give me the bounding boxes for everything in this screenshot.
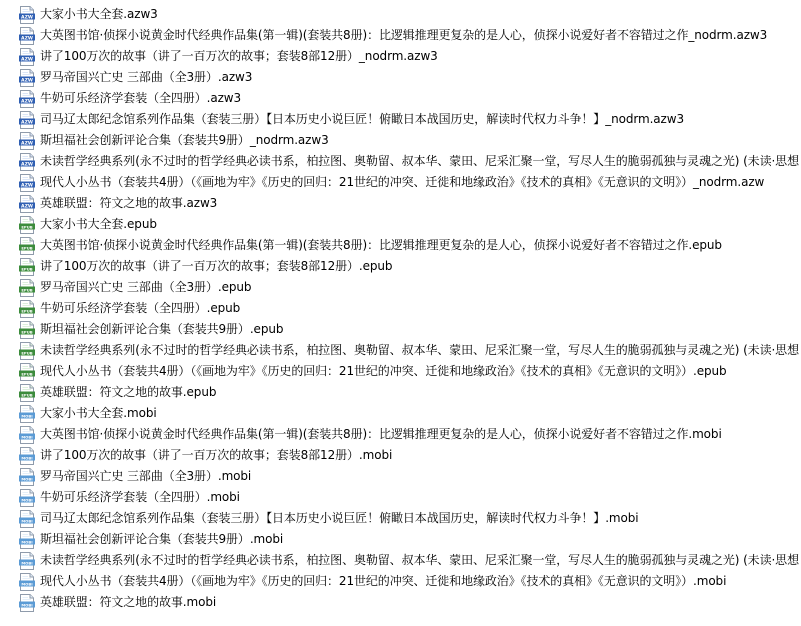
svg-text:MOBI: MOBI xyxy=(21,602,33,608)
file-name: 大英图书馆·侦探小说黄金时代经典作品集(第一辑)(套装共8册)：比逻辑推理更复杂的是人心，侦探小说爱好者不容错过之作_nodrm.azw3 xyxy=(40,28,768,42)
azw3-file-icon xyxy=(19,48,35,66)
svg-text:AZW: AZW xyxy=(21,78,33,84)
file-list-item[interactable] xyxy=(0,151,801,172)
svg-text:AZW: AZW xyxy=(21,162,33,168)
mobi-file-icon xyxy=(19,468,35,486)
file-name: 现代人小丛书（套装共4册）（《画地为牢》《历史的回归：21世纪的冲突、迁徙和地缘政治》《技术的真相》《无意识的文明》）_nodrm.azw xyxy=(40,175,765,189)
file-name: 牛奶可乐经济学套装（全四册）.azw3 xyxy=(40,91,242,105)
svg-text:EPUB: EPUB xyxy=(21,350,33,356)
file-name: 司马辽太郎纪念馆系列作品集（套装三册）【日本历史小说巨匠！俯瞰日本战国历史，解读时代权力斗争！】_nodrm.azw3 xyxy=(40,112,684,126)
file-name: 讲了100万次的故事（讲了一百万次的故事；套装8部12册）_nodrm.azw3 xyxy=(40,49,438,63)
file-list-item[interactable] xyxy=(0,193,801,214)
azw3-file-icon xyxy=(19,90,35,108)
azw3-file-icon xyxy=(19,195,35,213)
file-list-item[interactable] xyxy=(0,4,801,25)
epub-file-icon xyxy=(19,237,35,255)
file-list-item[interactable] xyxy=(0,466,801,487)
svg-text:MOBI: MOBI xyxy=(21,413,33,419)
file-list-item[interactable] xyxy=(0,319,801,340)
file-name: 大家小书大全套.azw3 xyxy=(40,7,158,21)
file-name: 大家小书大全套.mobi xyxy=(40,406,157,420)
file-name: 现代人小丛书（套装共4册）（《画地为牢》《历史的回归：21世纪的冲突、迁徙和地缘政治》《技术的真相》《无意识的文明》）.epub xyxy=(40,364,727,378)
file-list-item[interactable] xyxy=(0,67,801,88)
file-list-item[interactable] xyxy=(0,214,801,235)
file-name: 牛奶可乐经济学套装（全四册）.mobi xyxy=(40,490,240,504)
file-name: 斯坦福社会创新评论合集（套装共9册）_nodrm.azw3 xyxy=(40,133,329,147)
svg-text:EPUB: EPUB xyxy=(21,329,33,335)
svg-text:EPUB: EPUB xyxy=(21,245,33,251)
svg-text:EPUB: EPUB xyxy=(21,392,33,398)
svg-text:AZW: AZW xyxy=(21,36,33,42)
file-name: 罗马帝国兴亡史 三部曲（全3册）.azw3 xyxy=(40,70,253,84)
file-list-item[interactable] xyxy=(0,172,801,193)
mobi-file-icon xyxy=(19,510,35,528)
file-name: 未读哲学经典系列(永不过时的哲学经典必读书系，柏拉图、奥勒留、叔本华、蒙田、尼采汇聚一堂，写尽人生的脆弱孤独与灵魂之光) (未读·思想 xyxy=(40,343,799,357)
svg-text:EPUB: EPUB xyxy=(21,287,33,293)
file-list-item[interactable] xyxy=(0,445,801,466)
file-list-item[interactable] xyxy=(0,508,801,529)
file-name: 英雄联盟：符文之地的故事.mobi xyxy=(40,595,217,609)
azw3-file-icon xyxy=(19,132,35,150)
svg-text:AZW: AZW xyxy=(21,204,33,210)
epub-file-icon xyxy=(19,384,35,402)
mobi-file-icon xyxy=(19,426,35,444)
svg-text:MOBI: MOBI xyxy=(21,539,33,545)
file-name: 罗马帝国兴亡史 三部曲（全3册）.mobi xyxy=(40,469,252,483)
file-name: 未读哲学经典系列(永不过时的哲学经典必读书系，柏拉图、奥勒留、叔本华、蒙田、尼采汇聚一堂，写尽人生的脆弱孤独与灵魂之光) (未读·思想 xyxy=(40,154,799,168)
mobi-file-icon xyxy=(19,531,35,549)
file-list-item[interactable] xyxy=(0,424,801,445)
svg-text:AZW: AZW xyxy=(21,141,33,147)
azw3-file-icon xyxy=(19,6,35,24)
svg-text:AZW: AZW xyxy=(21,99,33,105)
file-list-item[interactable] xyxy=(0,109,801,130)
svg-text:AZW: AZW xyxy=(21,120,33,126)
svg-text:EPUB: EPUB xyxy=(21,224,33,230)
file-list-item[interactable] xyxy=(0,403,801,424)
mobi-file-icon xyxy=(19,594,35,612)
azw3-file-icon xyxy=(19,174,35,192)
epub-file-icon xyxy=(19,363,35,381)
file-name: 司马辽太郎纪念馆系列作品集（套装三册）【日本历史小说巨匠！俯瞰日本战国历史，解读时代权力斗争！】.mobi xyxy=(40,511,639,525)
svg-text:MOBI: MOBI xyxy=(21,560,33,566)
file-name: 斯坦福社会创新评论合集（套装共9册）.epub xyxy=(40,322,284,336)
mobi-file-icon xyxy=(19,573,35,591)
epub-file-icon xyxy=(19,279,35,297)
file-name: 未读哲学经典系列(永不过时的哲学经典必读书系，柏拉图、奥勒留、叔本华、蒙田、尼采汇聚一堂，写尽人生的脆弱孤独与灵魂之光) (未读·思想 xyxy=(40,553,799,567)
svg-text:AZW: AZW xyxy=(21,57,33,63)
file-list-item[interactable] xyxy=(0,25,801,46)
svg-text:MOBI: MOBI xyxy=(21,581,33,587)
file-name: 罗马帝国兴亡史 三部曲（全3册）.epub xyxy=(40,280,252,294)
mobi-file-icon xyxy=(19,552,35,570)
file-name: 大英图书馆·侦探小说黄金时代经典作品集(第一辑)(套装共8册)：比逻辑推理更复杂的是人心，侦探小说爱好者不容错过之作.mobi xyxy=(40,427,722,441)
azw3-file-icon xyxy=(19,27,35,45)
svg-text:EPUB: EPUB xyxy=(21,371,33,377)
file-name: 大英图书馆·侦探小说黄金时代经典作品集(第一辑)(套装共8册)：比逻辑推理更复杂的是人心，侦探小说爱好者不容错过之作.epub xyxy=(40,238,722,252)
mobi-file-icon xyxy=(19,405,35,423)
svg-text:EPUB: EPUB xyxy=(21,266,33,272)
file-list-item[interactable] xyxy=(0,277,801,298)
svg-text:EPUB: EPUB xyxy=(21,308,33,314)
file-list-item[interactable] xyxy=(0,361,801,382)
file-name: 现代人小丛书（套装共4册）（《画地为牢》《历史的回归：21世纪的冲突、迁徙和地缘政治》《技术的真相》《无意识的文明》）.mobi xyxy=(40,574,727,588)
file-list-item[interactable] xyxy=(0,382,801,403)
file-name: 牛奶可乐经济学套装（全四册）.epub xyxy=(40,301,241,315)
mobi-file-icon xyxy=(19,489,35,507)
file-list-item[interactable] xyxy=(0,235,801,256)
epub-file-icon xyxy=(19,321,35,339)
epub-file-icon xyxy=(19,258,35,276)
svg-text:MOBI: MOBI xyxy=(21,455,33,461)
file-list-item[interactable] xyxy=(0,487,801,508)
epub-file-icon xyxy=(19,342,35,360)
svg-text:MOBI: MOBI xyxy=(21,434,33,440)
file-list-item[interactable] xyxy=(0,529,801,550)
file-list-item[interactable] xyxy=(0,340,801,361)
file-list-item[interactable] xyxy=(0,46,801,67)
file-list-item[interactable] xyxy=(0,88,801,109)
file-list-item[interactable] xyxy=(0,298,801,319)
azw3-file-icon xyxy=(19,111,35,129)
file-list-item[interactable] xyxy=(0,256,801,277)
file-list-item[interactable] xyxy=(0,592,801,613)
svg-text:AZW: AZW xyxy=(21,15,33,21)
epub-file-icon xyxy=(19,216,35,234)
svg-text:AZW: AZW xyxy=(21,183,33,189)
file-list-item[interactable] xyxy=(0,550,801,571)
file-name: 讲了100万次的故事（讲了一百万次的故事；套装8部12册）.epub xyxy=(40,259,393,273)
azw3-file-icon xyxy=(19,153,35,171)
file-name: 讲了100万次的故事（讲了一百万次的故事；套装8部12册）.mobi xyxy=(40,448,393,462)
svg-text:MOBI: MOBI xyxy=(21,476,33,482)
svg-text:MOBI: MOBI xyxy=(21,497,33,503)
azw3-file-icon xyxy=(19,69,35,87)
file-list-item[interactable] xyxy=(0,130,801,151)
epub-file-icon xyxy=(19,300,35,318)
file-name: 斯坦福社会创新评论合集（套装共9册）.mobi xyxy=(40,532,284,546)
svg-text:MOBI: MOBI xyxy=(21,518,33,524)
file-list-item[interactable] xyxy=(0,571,801,592)
file-name: 大家小书大全套.epub xyxy=(40,217,157,231)
mobi-file-icon xyxy=(19,447,35,465)
file-name: 英雄联盟：符文之地的故事.epub xyxy=(40,385,217,399)
file-name: 英雄联盟：符文之地的故事.azw3 xyxy=(40,196,218,210)
